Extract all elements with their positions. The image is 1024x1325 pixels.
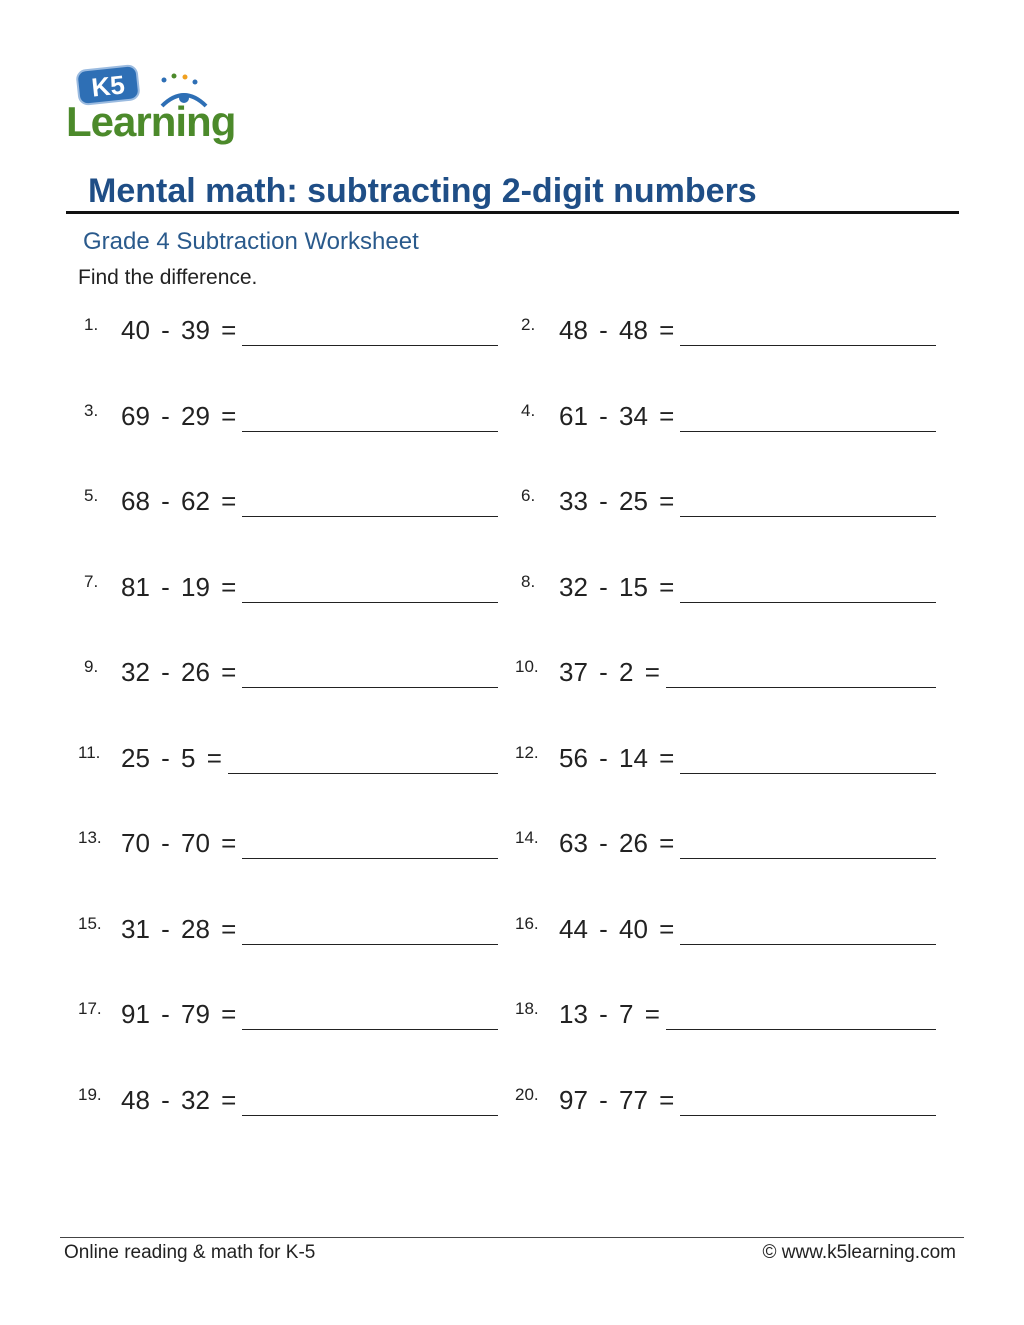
- problem-number: 9.: [84, 657, 99, 676]
- problem-item: [0, 484, 1024, 524]
- answer-blank[interactable]: [666, 687, 936, 688]
- answer-blank[interactable]: [680, 858, 936, 859]
- problem-item: [0, 741, 1024, 781]
- problem-number: 4.: [521, 401, 536, 420]
- problem-number: 15.: [78, 914, 102, 933]
- answer-blank[interactable]: [666, 1029, 936, 1030]
- logo-word: Learning: [66, 98, 236, 145]
- problem-number: 18.: [515, 999, 539, 1018]
- problem-expression: 44 - 40 =: [559, 914, 675, 944]
- answer-blank[interactable]: [680, 773, 936, 774]
- answer-blank[interactable]: [680, 1115, 936, 1116]
- problem-number: 12.: [515, 743, 539, 762]
- problem-expression: 32 - 26 =: [121, 657, 237, 687]
- worksheet-subtitle: Grade 4 Subtraction Worksheet: [83, 228, 419, 255]
- problem-number: 8.: [521, 572, 536, 591]
- problem-number: 3.: [84, 401, 99, 420]
- problem-expression: 81 - 19 =: [121, 572, 237, 602]
- problem-number: 5.: [84, 486, 99, 505]
- logo-star: [183, 75, 188, 80]
- logo-star: [193, 80, 198, 85]
- title-underline: [66, 211, 959, 214]
- problem-number: 19.: [78, 1085, 102, 1104]
- problem-expression: 97 - 77 =: [559, 1085, 675, 1115]
- problem-expression: 48 - 32 =: [121, 1085, 237, 1115]
- problem-number: 20.: [515, 1085, 539, 1104]
- problem-number: 11.: [78, 743, 101, 762]
- problem-item: [0, 826, 1024, 866]
- problem-number: 7.: [84, 572, 99, 591]
- logo-star: [162, 78, 167, 83]
- problem-item: [0, 655, 1024, 695]
- footer-copyright: © www.k5learning.com: [762, 1242, 956, 1263]
- answer-blank[interactable]: [680, 944, 936, 945]
- problem-number: 10.: [515, 657, 539, 676]
- problem-item: [0, 399, 1024, 439]
- problem-number: 14.: [515, 828, 539, 847]
- problem-expression: 33 - 25 =: [559, 486, 675, 516]
- logo-badge-text: K5: [90, 69, 127, 103]
- problem-number: 13.: [78, 828, 102, 847]
- answer-blank[interactable]: [680, 516, 936, 517]
- footer-tagline: Online reading & math for K-5: [64, 1242, 316, 1263]
- problem-expression: 13 - 7 =: [559, 999, 660, 1029]
- problem-expression: 37 - 2 =: [559, 657, 660, 687]
- problem-expression: 56 - 14 =: [559, 743, 675, 773]
- problem-expression: 40 - 39 =: [121, 315, 237, 345]
- problem-number: 1.: [84, 315, 99, 334]
- problem-number: 2.: [521, 315, 536, 334]
- footer-divider: [60, 1237, 964, 1238]
- problem-item: [0, 912, 1024, 952]
- problem-expression: 61 - 34 =: [559, 401, 675, 431]
- problem-expression: 48 - 48 =: [559, 315, 675, 345]
- logo-graphic: [64, 64, 254, 146]
- answer-blank[interactable]: [680, 602, 936, 603]
- problem-item: [0, 313, 1024, 353]
- problem-expression: 32 - 15 =: [559, 572, 675, 602]
- problem-item: [0, 570, 1024, 610]
- answer-blank[interactable]: [680, 431, 936, 432]
- page-title: Mental math: subtracting 2-digit numbers: [88, 172, 757, 210]
- problem-expression: 31 - 28 =: [121, 914, 237, 944]
- problem-number: 17.: [78, 999, 102, 1018]
- problem-expression: 25 - 5 =: [121, 743, 222, 773]
- problem-expression: 70 - 70 =: [121, 828, 237, 858]
- problem-item: [0, 1083, 1024, 1123]
- problem-number: 16.: [515, 914, 539, 933]
- instructions: Find the difference.: [78, 266, 258, 289]
- problem-expression: 91 - 79 =: [121, 999, 237, 1029]
- problem-number: 6.: [521, 486, 536, 505]
- problem-item: [0, 997, 1024, 1037]
- problem-expression: 69 - 29 =: [121, 401, 237, 431]
- problem-expression: 63 - 26 =: [559, 828, 675, 858]
- k5-learning-logo: [64, 64, 254, 146]
- problem-expression: 68 - 62 =: [121, 486, 237, 516]
- answer-blank[interactable]: [680, 345, 936, 346]
- logo-star: [172, 74, 177, 79]
